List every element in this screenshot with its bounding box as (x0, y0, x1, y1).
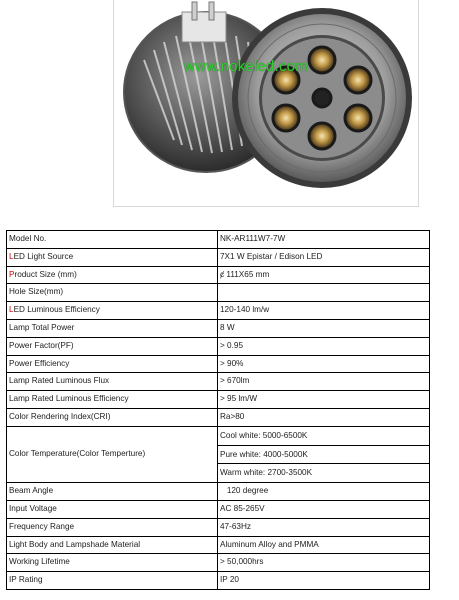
spec-label: Color Rendering Index(CRI) (7, 408, 218, 426)
table-row (7, 518, 430, 536)
spec-value: Pure white: 4000-5000K (218, 446, 429, 465)
spec-label: IP Rating (7, 572, 218, 590)
spec-label: Lamp Rated Luminous Efficiency (7, 391, 218, 409)
spec-label: Power Efficiency (7, 355, 218, 373)
spec-value: ȼ 111X65 mm (218, 266, 430, 284)
spec-table (6, 230, 430, 590)
table-row (7, 337, 430, 355)
spec-value: Ra>80 (218, 408, 430, 426)
spec-value: 8 W (218, 319, 430, 337)
spec-value: NK-AR111W7-7W (218, 231, 430, 249)
table-row (7, 572, 430, 590)
table-row (7, 391, 430, 409)
spec-value: 7X1 W Epistar / Edison LED (218, 248, 430, 266)
spec-value: Cool white: 5000-6500K (218, 427, 429, 446)
spec-label: LED Light Source (7, 248, 218, 266)
spec-label: Input Voltage (7, 500, 218, 518)
table-row (7, 248, 430, 266)
spec-label: LED Luminous Efficiency (7, 302, 218, 320)
table-row (7, 266, 430, 284)
table-row (7, 426, 430, 482)
spec-value: AC 85-265V (218, 500, 430, 518)
spec-label: Lamp Total Power (7, 319, 218, 337)
spec-value: Warm white: 2700-3500K (220, 468, 313, 478)
table-row (7, 536, 430, 554)
table-row (7, 302, 430, 320)
spec-value: IP 20 (218, 572, 430, 590)
spec-label: Frequency Range (7, 518, 218, 536)
table-row (7, 373, 430, 391)
table-row (7, 231, 430, 249)
table-row (7, 483, 430, 501)
spec-value: > 50,000hrs (218, 554, 430, 572)
spec-label: Power Factor(PF) (7, 337, 218, 355)
spec-label: Product Size (mm) (7, 266, 218, 284)
table-row (7, 500, 430, 518)
spec-value: > 95 lm/W (218, 391, 430, 409)
watermark-text: www.nokeled.com (184, 58, 308, 75)
spec-label: Model No. (7, 231, 218, 249)
spec-value: 120-140 lm/w (218, 302, 430, 320)
spec-value-list (218, 426, 430, 482)
table-row (7, 408, 430, 426)
table-row (7, 355, 430, 373)
led-lamp-image (114, 0, 418, 206)
spec-label: Working Lifetime (7, 554, 218, 572)
spec-value: 120 degree (218, 483, 430, 501)
spec-label: Light Body and Lampshade Material (7, 536, 218, 554)
spec-value: > 0.95 (218, 337, 430, 355)
spec-value: > 90% (218, 355, 430, 373)
table-row (7, 554, 430, 572)
spec-label: Lamp Rated Luminous Flux (7, 373, 218, 391)
table-row (7, 284, 430, 302)
table-row (7, 319, 430, 337)
spec-label: Beam Angle (7, 483, 218, 501)
spec-value: > 670lm (218, 373, 430, 391)
spec-value: 47-63Hz (218, 518, 430, 536)
spec-value (218, 284, 430, 302)
spec-value: Aluminum Alloy and PMMA (218, 536, 430, 554)
product-photo (113, 0, 419, 207)
spec-label: Color Temperature(Color Temperture) (7, 426, 218, 482)
spec-label: Hole Size(mm) (7, 284, 218, 302)
